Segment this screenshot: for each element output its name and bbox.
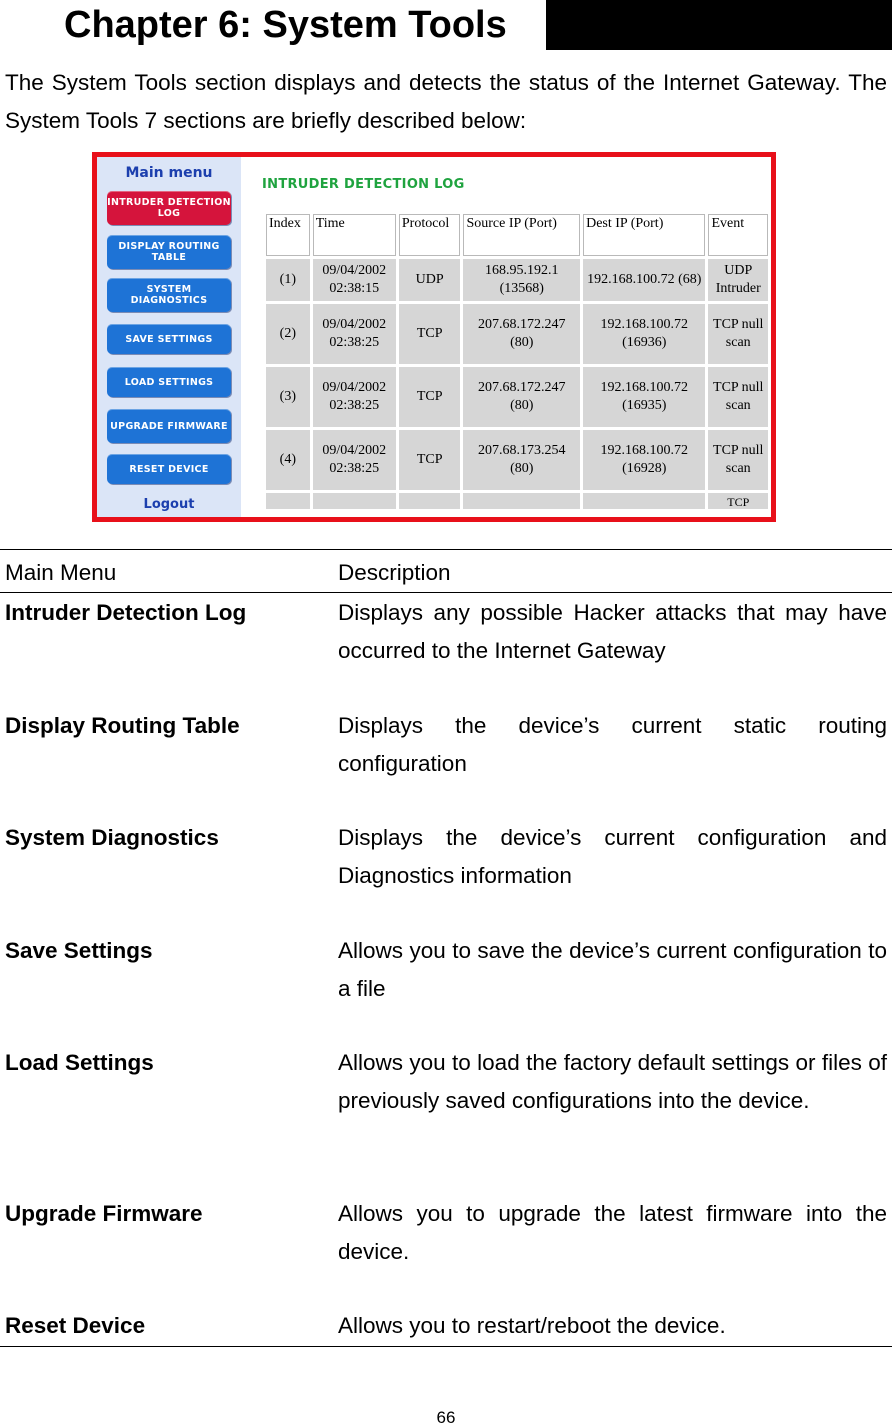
menu-button-upgrade-firmware[interactable] [107, 409, 231, 443]
table-header-main-menu: Main Menu [5, 560, 117, 585]
col-time: Time [313, 214, 396, 256]
col-index: Index [266, 214, 310, 256]
chapter-title: Chapter 6: System Tools [0, 0, 548, 50]
cell-index: (4) [266, 430, 310, 490]
cell-time: 09/04/2002 02:38:25 [313, 430, 396, 490]
cell-dest: 192.168.100.72 (16935) [583, 367, 705, 427]
item-name-load-settings: Load Settings [5, 1050, 154, 1075]
cell-time: 09/04/2002 02:38:15 [313, 259, 396, 301]
menu-button-label: DISPLAY ROUTING TABLE [118, 241, 220, 263]
cell-index [266, 493, 310, 509]
log-row [266, 367, 768, 427]
intro-paragraph: The System Tools section displays and detects the status of the Internet Gateway. The System Tools 7 sections are briefly described below: [5, 70, 887, 133]
table-top-rule [0, 549, 892, 550]
menu-button-label: INTRUDER DETECTION LOG [107, 197, 231, 219]
col-protocol: Protocol [399, 214, 461, 256]
menu-button-label: SAVE SETTINGS [125, 333, 213, 345]
cell-event: TCP [708, 493, 768, 509]
cell-index: (3) [266, 367, 310, 427]
cell-protocol: UDP [399, 259, 461, 301]
col-event: Event [708, 214, 768, 256]
item-desc-load-settings: Allows you to load the factory default settings or files of previously saved configurations into the device. [338, 1050, 887, 1113]
table-header-description: Description [338, 560, 451, 585]
log-row-partial [266, 493, 768, 509]
col-dest-ip: Dest IP (Port) [583, 214, 705, 256]
log-row [266, 304, 768, 364]
cell-protocol: TCP [399, 367, 461, 427]
menu-button-label: UPGRADE FIRMWARE [110, 420, 228, 432]
cell-protocol: TCP [399, 430, 461, 490]
item-desc-reset-device: Allows you to restart/reboot the device. [338, 1313, 726, 1338]
cell-index: (2) [266, 304, 310, 364]
menu-button-label: SYSTEM DIAGNOSTICS [130, 284, 208, 306]
item-desc-upgrade-firmware: Allows you to upgrade the latest firmware into the device. [338, 1201, 887, 1264]
cell-dest [583, 493, 705, 509]
cell-index: (1) [266, 259, 310, 301]
log-row [266, 430, 768, 490]
cell-dest: 192.168.100.72 (68) [583, 259, 705, 301]
cell-event: TCP null scan [708, 430, 768, 490]
item-name-system-diagnostics: System Diagnostics [5, 825, 219, 850]
cell-protocol [399, 493, 461, 509]
log-row [266, 259, 768, 301]
cell-source [463, 493, 580, 509]
cell-time: 09/04/2002 02:38:25 [313, 367, 396, 427]
table-bottom-rule [0, 1346, 892, 1347]
menu-button-save-settings[interactable] [107, 324, 231, 354]
system-tools-screenshot [92, 152, 776, 522]
cell-source: 168.95.192.1 (13568) [463, 259, 580, 301]
menu-button-label: RESET DEVICE [129, 463, 209, 475]
page-number: 66 [436, 1408, 456, 1427]
main-menu-title: Main menu [125, 165, 213, 181]
cell-source: 207.68.173.254 (80) [463, 430, 580, 490]
log-header-row [266, 214, 768, 256]
cell-source: 207.68.172.247 (80) [463, 304, 580, 364]
menu-button-load-settings[interactable] [107, 367, 231, 397]
cell-event: UDP Intruder [708, 259, 768, 301]
item-desc-system-diagnostics: Displays the device’s current configuration and Diagnostics information [338, 825, 887, 888]
cell-dest: 192.168.100.72 (16936) [583, 304, 705, 364]
main-menu-panel [97, 157, 241, 517]
cell-time: 09/04/2002 02:38:25 [313, 304, 396, 364]
cell-event: TCP null scan [708, 304, 768, 364]
menu-button-reset-device[interactable] [107, 454, 231, 484]
table-header-rule [0, 592, 892, 593]
menu-button-display-routing-table[interactable] [107, 235, 231, 269]
item-name-upgrade-firmware: Upgrade Firmware [5, 1201, 203, 1226]
intruder-log-title: INTRUDER DETECTION LOG [262, 177, 465, 192]
menu-button-intruder-detection-log[interactable] [107, 191, 231, 225]
item-name-reset-device: Reset Device [5, 1313, 146, 1338]
cell-time [313, 493, 396, 509]
cell-dest: 192.168.100.72 (16928) [583, 430, 705, 490]
intruder-log-table [263, 211, 771, 512]
logout-link[interactable]: Logout [143, 497, 195, 512]
item-name-display-routing-table: Display Routing Table [5, 713, 240, 738]
cell-protocol: TCP [399, 304, 461, 364]
col-source-ip: Source IP (Port) [463, 214, 580, 256]
cell-event: TCP null scan [708, 367, 768, 427]
menu-button-label: LOAD SETTINGS [124, 376, 214, 388]
menu-button-system-diagnostics[interactable] [107, 278, 231, 312]
item-desc-intruder-detection-log: Displays any possible Hacker attacks that may have occurred to the Internet Gateway [338, 600, 887, 663]
cell-source: 207.68.172.247 (80) [463, 367, 580, 427]
item-desc-display-routing-table: Displays the device’s current static routing configuration [338, 713, 887, 776]
item-desc-save-settings: Allows you to save the device’s current configuration to a file [338, 938, 887, 1001]
item-name-intruder-detection-log: Intruder Detection Log [5, 600, 247, 625]
item-name-save-settings: Save Settings [5, 938, 153, 963]
